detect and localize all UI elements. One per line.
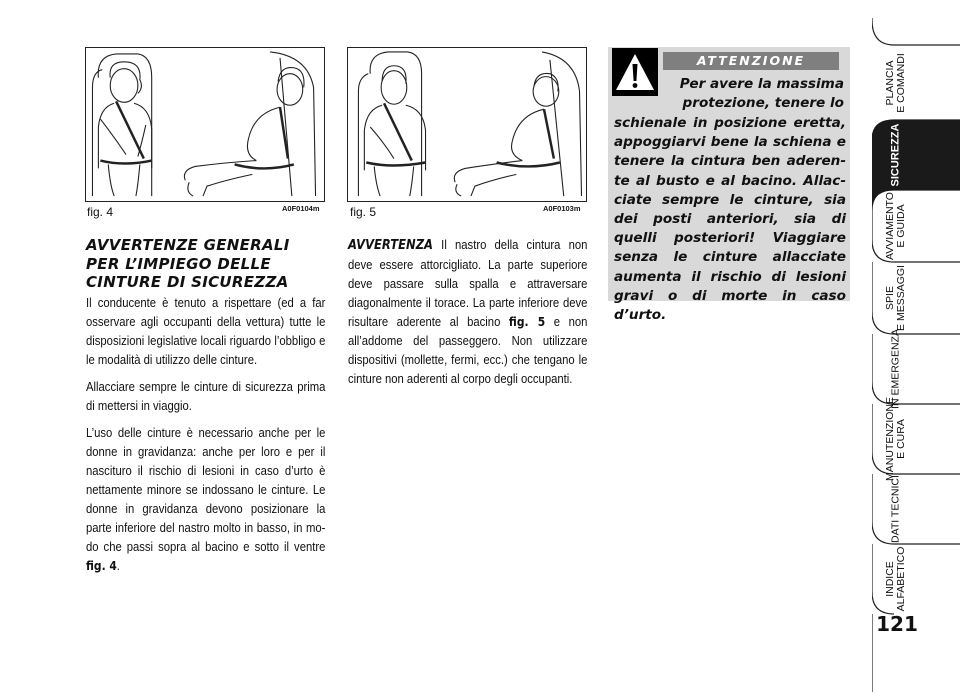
- tab-label: AVVIAMENTO E GUIDA: [884, 192, 907, 260]
- tab-avviamento-e-guida[interactable]: [872, 190, 960, 262]
- figure-5-code: A0F0103m: [543, 204, 581, 213]
- page-number: 121: [876, 612, 918, 636]
- section-heading: [86, 236, 326, 292]
- paragraph-text: Il nastro della cintura non deve essere attorcigliato. La parte superiore deve passare sulla spalla e attraversare diagonalmente il torace. La parte inferiore deve risultare aderente al bacino: [348, 237, 588, 329]
- tab-plancia-e-comandi[interactable]: [872, 45, 960, 120]
- warning-text-body: schienale in posizione eretta, appoggiarvi bene la schiena e tenere la cintura ben aderente al busto e al bacino. Allacciate sempre le cinture, sia dei posti anteriori, sia di quelli posteriori! Viaggiare senza le cinture allacciate aumenta il rischio di lesioni gravi o di morte in caso d’urto.: [614, 115, 846, 324]
- tab-manutenzione-e-cura[interactable]: [872, 397, 960, 481]
- tab-label: DATI TECNICI: [889, 475, 902, 543]
- paragraph: Allacciare sempre le cinture di sicurezza prima di mettersi in viaggio.: [86, 379, 326, 413]
- section-heading-line: AVVERTENZE GENERALI: [86, 236, 290, 254]
- figure-5-illustration: [347, 47, 587, 202]
- chapter-sidebar: [872, 0, 960, 692]
- figure-5-reference: fig. 5: [508, 314, 546, 329]
- warning-title: ATTENZIONE: [663, 52, 839, 70]
- tab-sicurezza[interactable]: [872, 120, 960, 190]
- tab-label: INDICE ALFABETICO: [884, 546, 907, 612]
- figure-4-illustration: [85, 47, 325, 202]
- paragraph: [348, 235, 587, 388]
- belt-warning-text: [348, 235, 587, 396]
- section-heading-line: CINTURE DI SICUREZZA: [86, 273, 289, 291]
- tab-label: SPIE E MESSAGGI: [884, 265, 907, 331]
- paragraph-text: e non all’addome del passeggero. Non utilizzare dispositivi (mollette, fermi, ecc.) che tengano le cinture non aderenti al corpo degli occupanti.: [348, 314, 588, 386]
- general-warnings-text: [86, 293, 325, 583]
- figure-4-reference: fig. 4: [86, 558, 117, 573]
- tab-spie-e-messaggi[interactable]: [872, 262, 960, 334]
- section-heading-line: PER L’IMPIEGO DELLE: [86, 254, 271, 273]
- tab-label: MANUTENZIONE E CURA: [884, 397, 907, 481]
- figure-5-caption: fig. 5: [350, 205, 377, 219]
- tab-label: SICUREZZA: [889, 123, 902, 187]
- tab-dati-tecnici[interactable]: [872, 474, 960, 544]
- exclamation-triangle-icon: [612, 48, 658, 96]
- lead-word: AVVERTENZA: [348, 237, 433, 253]
- figure-4-code: A0F0104m: [282, 204, 320, 213]
- tab-label: IN EMERGENZA: [889, 329, 902, 409]
- paragraph: [86, 423, 325, 575]
- tab-indice-alfabetico[interactable]: [872, 544, 960, 614]
- tab-in-emergenza[interactable]: [872, 329, 960, 409]
- paragraph-text: L’uso delle cinture è necessario anche per le donne in gravidanza: anche per loro e per il nascituro il rischio di lesioni in caso d’urto è nettamente minore se indossano le cinture. Le donne in gravidanza devono posizionare la parte inferiore del nastro molto in basso, in modo che passi sopra al bacino e sotto il ventre: [86, 425, 326, 554]
- tab-label: PLANCIA E COMANDI: [884, 52, 907, 113]
- figure-4-caption: fig. 4: [87, 205, 114, 219]
- warning-text-intro: Per avere la massima protezione, tenere lo: [679, 76, 844, 112]
- paragraph-end: .: [116, 558, 120, 573]
- paragraph: Il conducente è tenuto a rispettare (ed a far osservare agli occupanti della vettura) tutte le disposizioni legislative locali riguardo l’obbligo e le modalità di utilizzo delle cinture.: [86, 295, 326, 367]
